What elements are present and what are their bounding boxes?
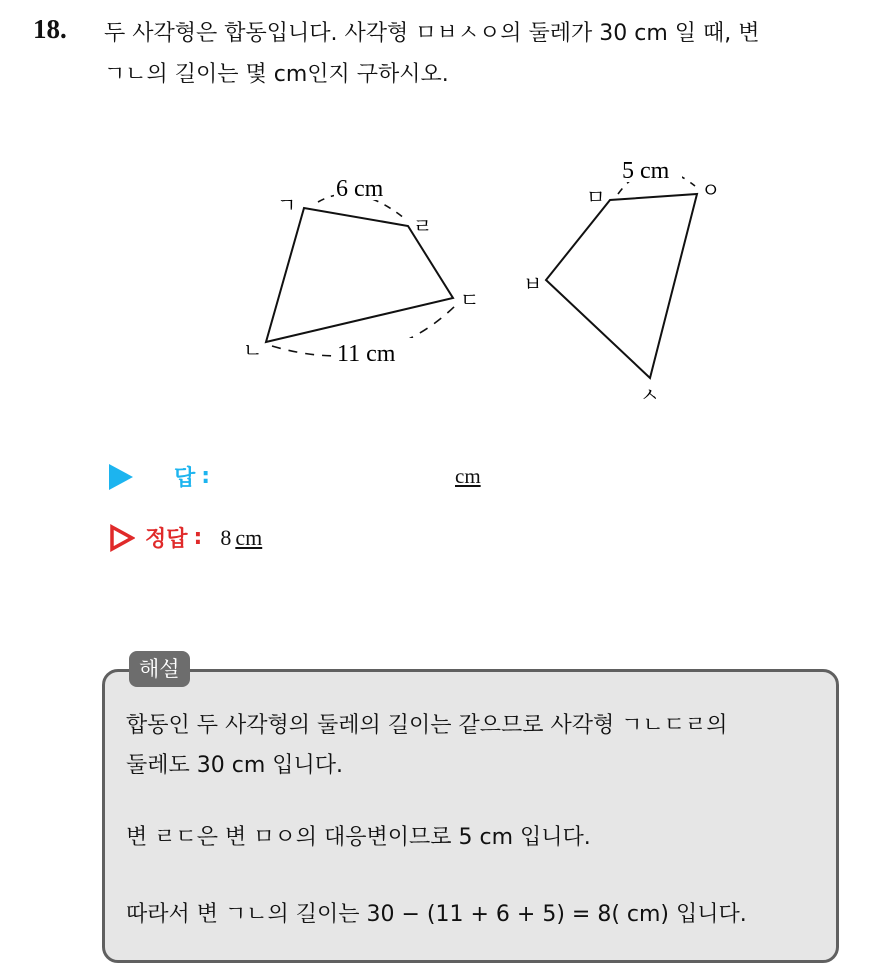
vertex-b: ㅂ [523, 272, 543, 296]
label-top-length-right: 5 cm [622, 158, 670, 184]
explanation-line1: 합동인 두 사각형의 둘레의 길이는 같으므로 사각형 ㄱㄴㄷㄹ의 [126, 713, 728, 738]
vertex-r: ㄹ [413, 214, 433, 238]
correct-unit: cm [235, 524, 263, 550]
vertex-g: ㄱ [277, 193, 297, 217]
vertex-m: ㅁ [586, 185, 606, 209]
answer-label: 답 [174, 466, 196, 491]
vertex-s: ㅅ [640, 383, 660, 407]
explanation-tab: 해설 [129, 651, 190, 687]
vertex-n: ㄴ [243, 338, 263, 362]
label-bottom-length-left: 11 cm [337, 341, 396, 367]
answer-row [109, 461, 210, 492]
explanation-line4: 따라서 변 ㄱㄴ의 길이는 30 − (11 + 6 + 5) = 8( cm) 입니다. [126, 902, 747, 927]
outline-play-marker-icon [109, 524, 135, 552]
label-top-length-left: 6 cm [336, 176, 384, 202]
vertex-o: ㅇ [701, 178, 721, 202]
play-marker-icon [109, 464, 133, 490]
explanation-line2: 둘레도 30 cm 입니다. [126, 753, 344, 778]
answer-colon: : [201, 464, 211, 489]
correct-colon: : [193, 525, 203, 550]
explanation-line3: 변 ㄹㄷ은 변 ㅁㅇ의 대응변이므로 5 cm 입니다. [126, 825, 591, 850]
question-number: 18. [33, 14, 67, 44]
correct-label: 정답 [145, 527, 188, 552]
correct-answer-row [109, 522, 262, 553]
vertex-d: ㄷ [460, 288, 480, 312]
quad-right [546, 194, 697, 378]
correct-number: 8 [220, 524, 232, 550]
question-text-line1: 두 사각형은 합동입니다. 사각형 ㅁㅂㅅㅇ의 둘레가 30 cm 일 때, 변 [104, 21, 760, 46]
question-text-line2: ㄱㄴ의 길이는 몇 cm인지 구하시오. [104, 62, 449, 87]
correct-value [220, 525, 262, 551]
answer-unit: cm [455, 464, 481, 488]
